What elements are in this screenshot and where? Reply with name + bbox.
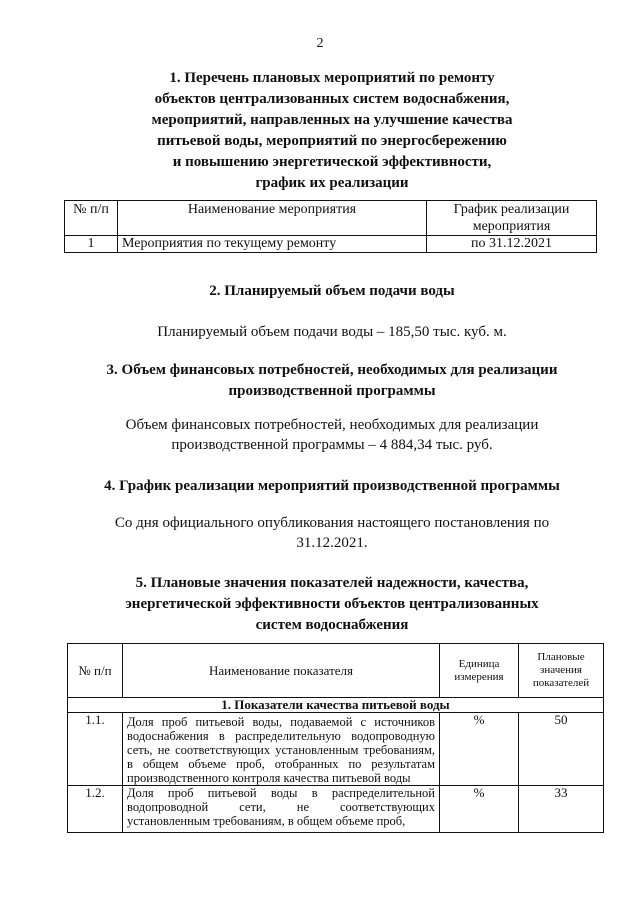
title-line: систем водоснабжения <box>255 617 409 633</box>
header-num: № п/п <box>68 644 123 698</box>
title-line: 1. Перечень плановых мероприятий по ремонту <box>169 70 495 86</box>
section4-text <box>0 513 640 553</box>
indicators-table <box>67 643 604 833</box>
table-row <box>68 786 604 833</box>
text-line: Со дня официального опубликования настоящего постановления по <box>114 515 550 531</box>
indicator-text: Доля проб питьевой воды в распределительной водопроводной сети, не соответствующих установленным требованиям, в общем объеме проб, <box>127 786 435 828</box>
text-line: Объем финансовых потребностей, необходимых для реализации <box>125 417 539 433</box>
cell-schedule: по 31.12.2021 <box>427 236 597 253</box>
title-line: график их реализации <box>255 175 409 191</box>
cell-measure-name: Мероприятия по текущему ремонту <box>118 236 427 253</box>
header-unit: Единица измерения <box>440 644 519 698</box>
title-line: мероприятий, направленных на улучшение качества <box>151 112 513 128</box>
cell-planned-value: 50 <box>519 713 604 786</box>
section5-title <box>0 573 640 636</box>
header-indicator-name: Наименование показателя <box>123 644 440 698</box>
header-measure-name: Наименование мероприятия <box>118 201 427 236</box>
subsection-title: 1. Показатели качества питьевой воды <box>68 698 604 713</box>
title-line: 5. Плановые значения показателей надежности, качества, <box>135 575 529 591</box>
title-line: 3. Объем финансовых потребностей, необходимых для реализации <box>106 362 558 378</box>
text-line: производственной программы – 4 884,34 тыс. руб. <box>171 437 493 453</box>
section2-text: Планируемый объем подачи воды – 185,50 тыс. куб. м. <box>157 324 507 340</box>
cell-unit: % <box>440 786 519 833</box>
cell-planned-value: 33 <box>519 786 604 833</box>
table-header-row <box>65 201 597 236</box>
cell-num: 1.1. <box>68 713 123 786</box>
section1-title <box>0 68 640 194</box>
table-row <box>68 713 604 786</box>
table-header-row <box>68 644 604 698</box>
section3-title <box>0 360 640 402</box>
table-row <box>65 236 597 253</box>
title-line: и повышению энергетической эффективности, <box>172 154 492 170</box>
title-line: питьевой воды, мероприятий по энергосбережению <box>157 133 507 149</box>
section4-title: 4. График реализации мероприятий производственной программы <box>104 478 560 494</box>
section2-title: 2. Планируемый объем подачи воды <box>209 283 455 299</box>
cell-indicator-name: Доля проб питьевой воды, подаваемой с источников водоснабжения в распределительную водопроводную сеть, не соответствующих установленным требованиям, в общем объеме проб, отобранных по результатам производственного контроля качества питьевой воды <box>123 713 440 786</box>
text-line: 31.12.2021. <box>296 535 368 551</box>
cell-num: 1.2. <box>68 786 123 833</box>
subsection-row <box>68 698 604 713</box>
header-num: № п/п <box>65 201 118 236</box>
measures-table <box>64 200 597 253</box>
page-number: 2 <box>316 36 324 51</box>
cell-num: 1 <box>65 236 118 253</box>
cell-indicator-name <box>123 786 440 833</box>
cell-unit: % <box>440 713 519 786</box>
header-schedule: График реализации мероприятия <box>427 201 597 236</box>
title-line: энергетической эффективности объектов централизованных <box>125 596 539 612</box>
section3-text <box>0 415 640 455</box>
title-line: производственной программы <box>228 383 436 399</box>
title-line: объектов централизованных систем водоснабжения, <box>154 91 510 107</box>
header-planned-values: Плановые значения показателей <box>519 644 604 698</box>
